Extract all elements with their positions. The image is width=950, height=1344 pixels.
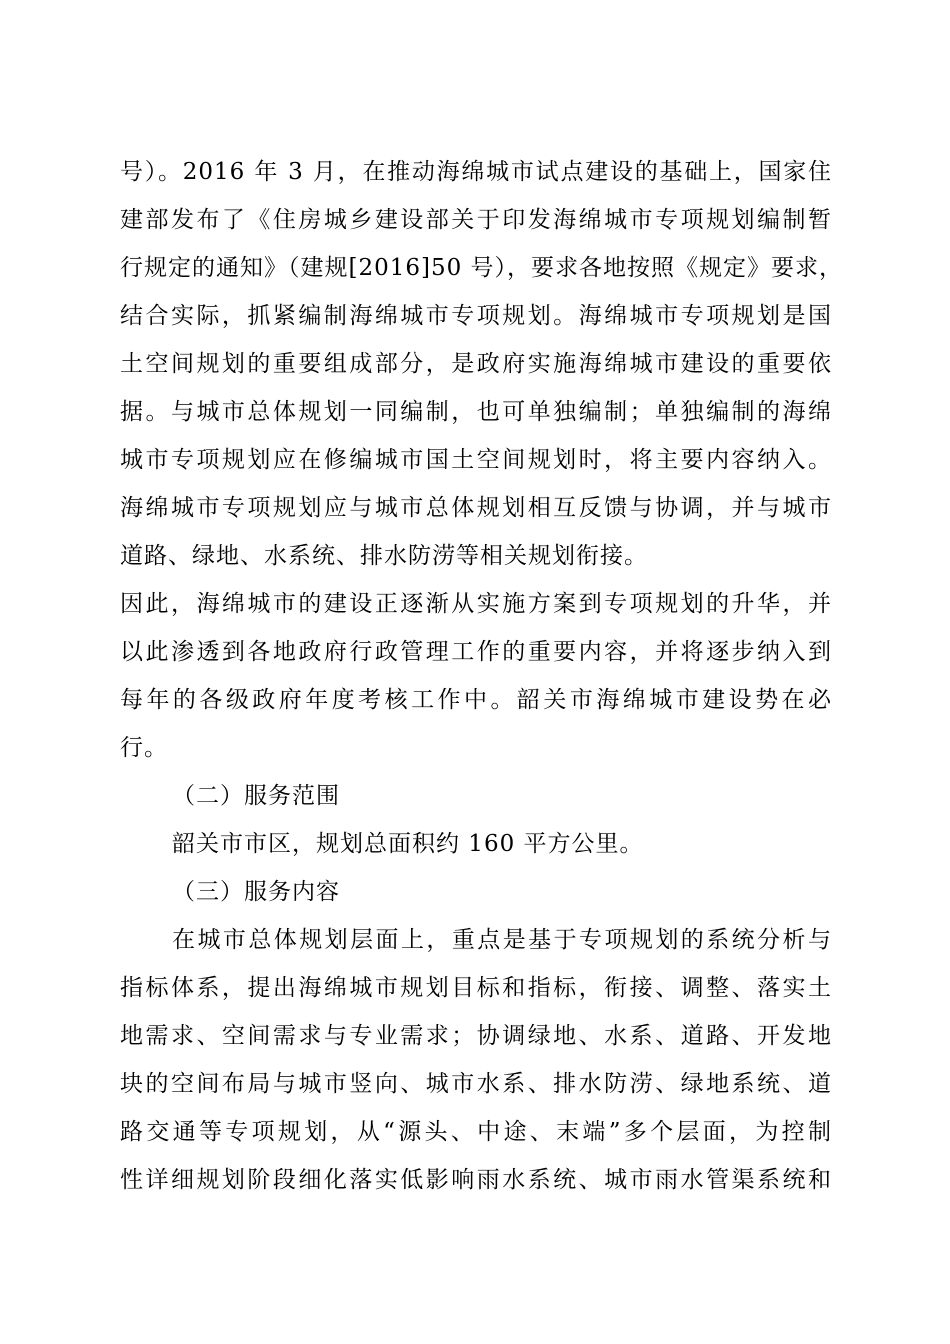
document-body <box>120 148 844 1204</box>
text-line: 海绵城市专项规划应与城市总体规划相互反馈与协调，并与城市 <box>120 495 832 521</box>
text-line: 城市专项规划应在修编城市国土空间规划时，将主要内容纳入。 <box>120 447 832 473</box>
text-line: 指标体系，提出海绵城市规划目标和指标，衔接、调整、落实土 <box>120 975 832 1001</box>
text-line: 建部发布了《住房城乡建设部关于印发海绵城市专项规划编制暂 <box>120 207 832 233</box>
section-heading-service-scope: （二）服务范围 <box>172 783 340 809</box>
text-line: 土空间规划的重要组成部分，是政府实施海绵城市建设的重要依 <box>120 351 832 377</box>
paragraph-policy-background <box>120 148 844 580</box>
text-line: 因此，海绵城市的建设正逐渐从实施方案到专项规划的升华，并 <box>120 591 832 617</box>
text-line: 道路、绿地、水系统、排水防涝等相关规划衔接。 <box>120 543 648 569</box>
text-line: 号）。2016 年 3 月，在推动海绵城市试点建设的基础上，国家住 <box>120 159 832 185</box>
text-line: 路交通等专项规划，从“源头、中途、末端”多个层面，为控制 <box>120 1119 832 1145</box>
text-line: 地需求、空间需求与专业需求；协调绿地、水系、道路、开发地 <box>120 1023 832 1049</box>
service-scope-text: 韶关市市区，规划总面积约 160 平方公里。 <box>172 831 644 857</box>
text-line: 据。与城市总体规划一同编制，也可单独编制；单独编制的海绵 <box>120 399 832 425</box>
section-heading-service-content: （三）服务内容 <box>172 879 340 905</box>
text-line: 块的空间布局与城市竖向、城市水系、排水防涝、绿地系统、道 <box>120 1071 832 1097</box>
text-line: 行。 <box>120 735 168 761</box>
text-line: 结合实际，抓紧编制海绵城市专项规划。海绵城市专项规划是国 <box>120 303 832 329</box>
text-line: 每年的各级政府年度考核工作中。韶关市海绵城市建设势在必 <box>120 687 832 713</box>
text-line: 行规定的通知》（建规[2016]50 号），要求各地按照《规定》要求， <box>120 255 844 281</box>
text-line: 性详细规划阶段细化落实低影响雨水系统、城市雨水管渠系统和 <box>120 1167 832 1193</box>
text-line: 在城市总体规划层面上，重点是基于专项规划的系统分析与 <box>172 927 832 953</box>
paragraph-service-content <box>120 916 832 1204</box>
paragraph-conclusion <box>120 580 832 772</box>
text-line: 以此渗透到各地政府行政管理工作的重要内容，并将逐步纳入到 <box>120 639 832 665</box>
